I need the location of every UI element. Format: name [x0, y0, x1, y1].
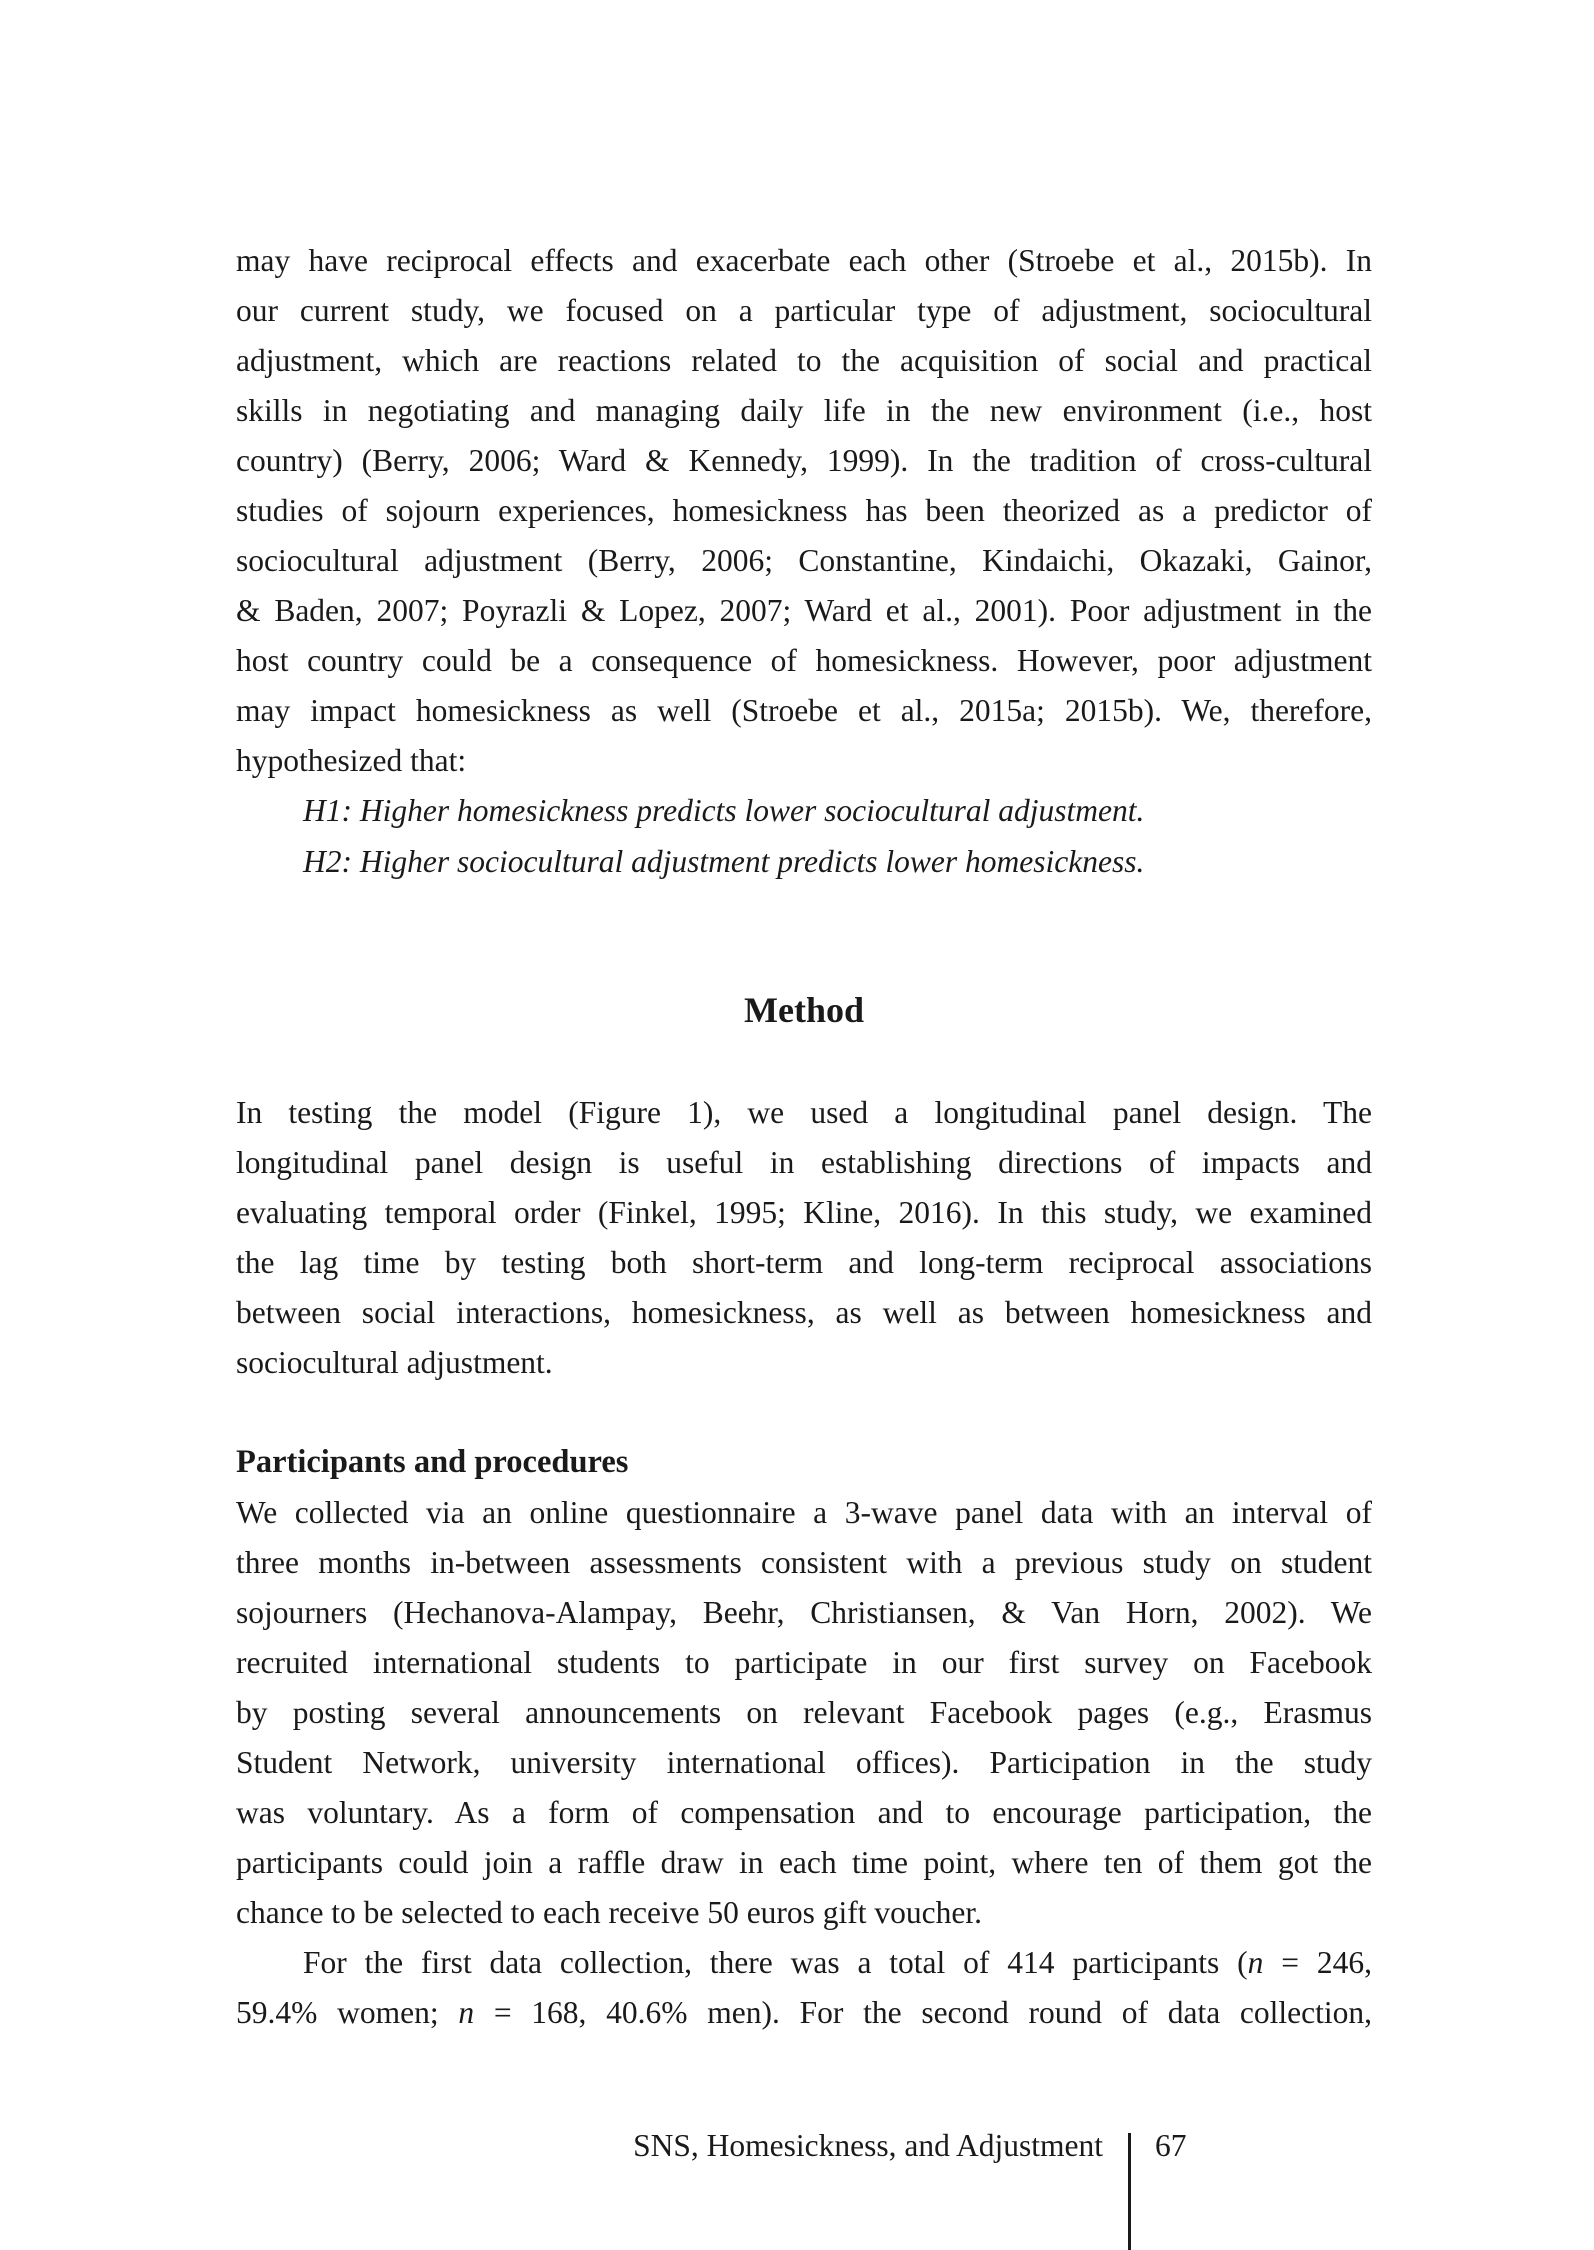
text-line: adjustment, which are reactions related to the acquisition of social and practical	[236, 343, 1372, 378]
text-segment: = 168, 40.6% men). For the second round of data collection,	[474, 1995, 1372, 2030]
text-line: hypothesized that:	[236, 743, 467, 778]
text-segment: 59.4% women;	[236, 1995, 459, 2030]
text-line: sojourners (Hechanova-Alampay, Beehr, Christiansen, & Van Horn, 2002). We	[236, 1595, 1372, 1630]
text-line: sociocultural adjustment (Berry, 2006; Constantine, Kindaichi, Okazaki, Gainor,	[236, 543, 1372, 578]
text-line: chance to be selected to each receive 50 euros gift voucher.	[236, 1895, 983, 1930]
text-line: the lag time by testing both short-term and long-term reciprocal associations	[236, 1245, 1372, 1280]
text-line: between social interactions, homesickness, as well as between homesickness and	[236, 1295, 1372, 1330]
text-line: longitudinal panel design is useful in establishing directions of impacts and	[236, 1145, 1372, 1180]
text-line	[236, 1938, 1372, 1988]
paragraph-2	[236, 1088, 1372, 1388]
text-line: may impact homesickness as well (Stroebe et al., 2015a; 2015b). We, therefore,	[236, 693, 1372, 728]
text-line: country) (Berry, 2006; Ward & Kennedy, 1999). In the tradition of cross-cultural	[236, 443, 1372, 478]
text-line: three months in-between assessments consistent with a previous study on student	[236, 1545, 1372, 1580]
italic-symbol: n	[1247, 1945, 1264, 1980]
text-line: may have reciprocal effects and exacerbate each other (Stroebe et al., 2015b). In	[236, 243, 1372, 278]
text-line: our current study, we focused on a particular type of adjustment, sociocultural	[236, 293, 1372, 328]
text-line: evaluating temporal order (Finkel, 1995; Kline, 2016). In this study, we examined	[236, 1195, 1372, 1230]
text-line: by posting several announcements on relevant Facebook pages (e.g., Erasmus	[236, 1695, 1372, 1730]
paragraph-3	[236, 1488, 1372, 1938]
hypothesis-1: H1: Higher homesickness predicts lower sociocultural adjustment.	[303, 793, 1145, 828]
paragraph-1	[236, 236, 1372, 786]
text-line: Student Network, university international offices). Participation in the study	[236, 1745, 1372, 1780]
italic-symbol: n	[458, 1995, 475, 2030]
text-line: recruited international students to participate in our first survey on Facebook	[236, 1645, 1372, 1680]
paragraph-4	[236, 1938, 1372, 2038]
text-line: host country could be a consequence of homesickness. However, poor adjustment	[236, 643, 1372, 678]
text-line: In testing the model (Figure 1), we used a longitudinal panel design. The	[236, 1095, 1372, 1130]
text-line	[236, 1988, 1372, 2038]
running-title: SNS, Homesickness, and Adjustment	[633, 2128, 1103, 2163]
text-segment: For the first data collection, there was a total of 414 participants (	[303, 1945, 1248, 1980]
text-line: skills in negotiating and managing daily life in the new environment (i.e., host	[236, 393, 1372, 428]
text-line: sociocultural adjustment.	[236, 1345, 553, 1380]
text-line: studies of sojourn experiences, homesickness has been theorized as a predictor of	[236, 493, 1372, 528]
text-line: was voluntary. As a form of compensation and to encourage participation, the	[236, 1795, 1372, 1830]
text-line: We collected via an online questionnaire a 3-wave panel data with an interval of	[236, 1495, 1372, 1530]
hypothesis-2: H2: Higher sociocultural adjustment predicts lower homesickness.	[303, 844, 1145, 879]
method-heading: Method	[744, 990, 864, 1030]
text-segment: = 246,	[1263, 1945, 1372, 1980]
text-line: & Baden, 2007; Poyrazli & Lopez, 2007; Ward et al., 2001). Poor adjustment in the	[236, 593, 1372, 628]
text-line: participants could join a raffle draw in each time point, where ten of them got the	[236, 1845, 1372, 1880]
page-number: 67	[1155, 2128, 1187, 2163]
footer-divider	[1128, 2133, 1131, 2250]
participants-heading: Participants and procedures	[236, 1444, 629, 1480]
